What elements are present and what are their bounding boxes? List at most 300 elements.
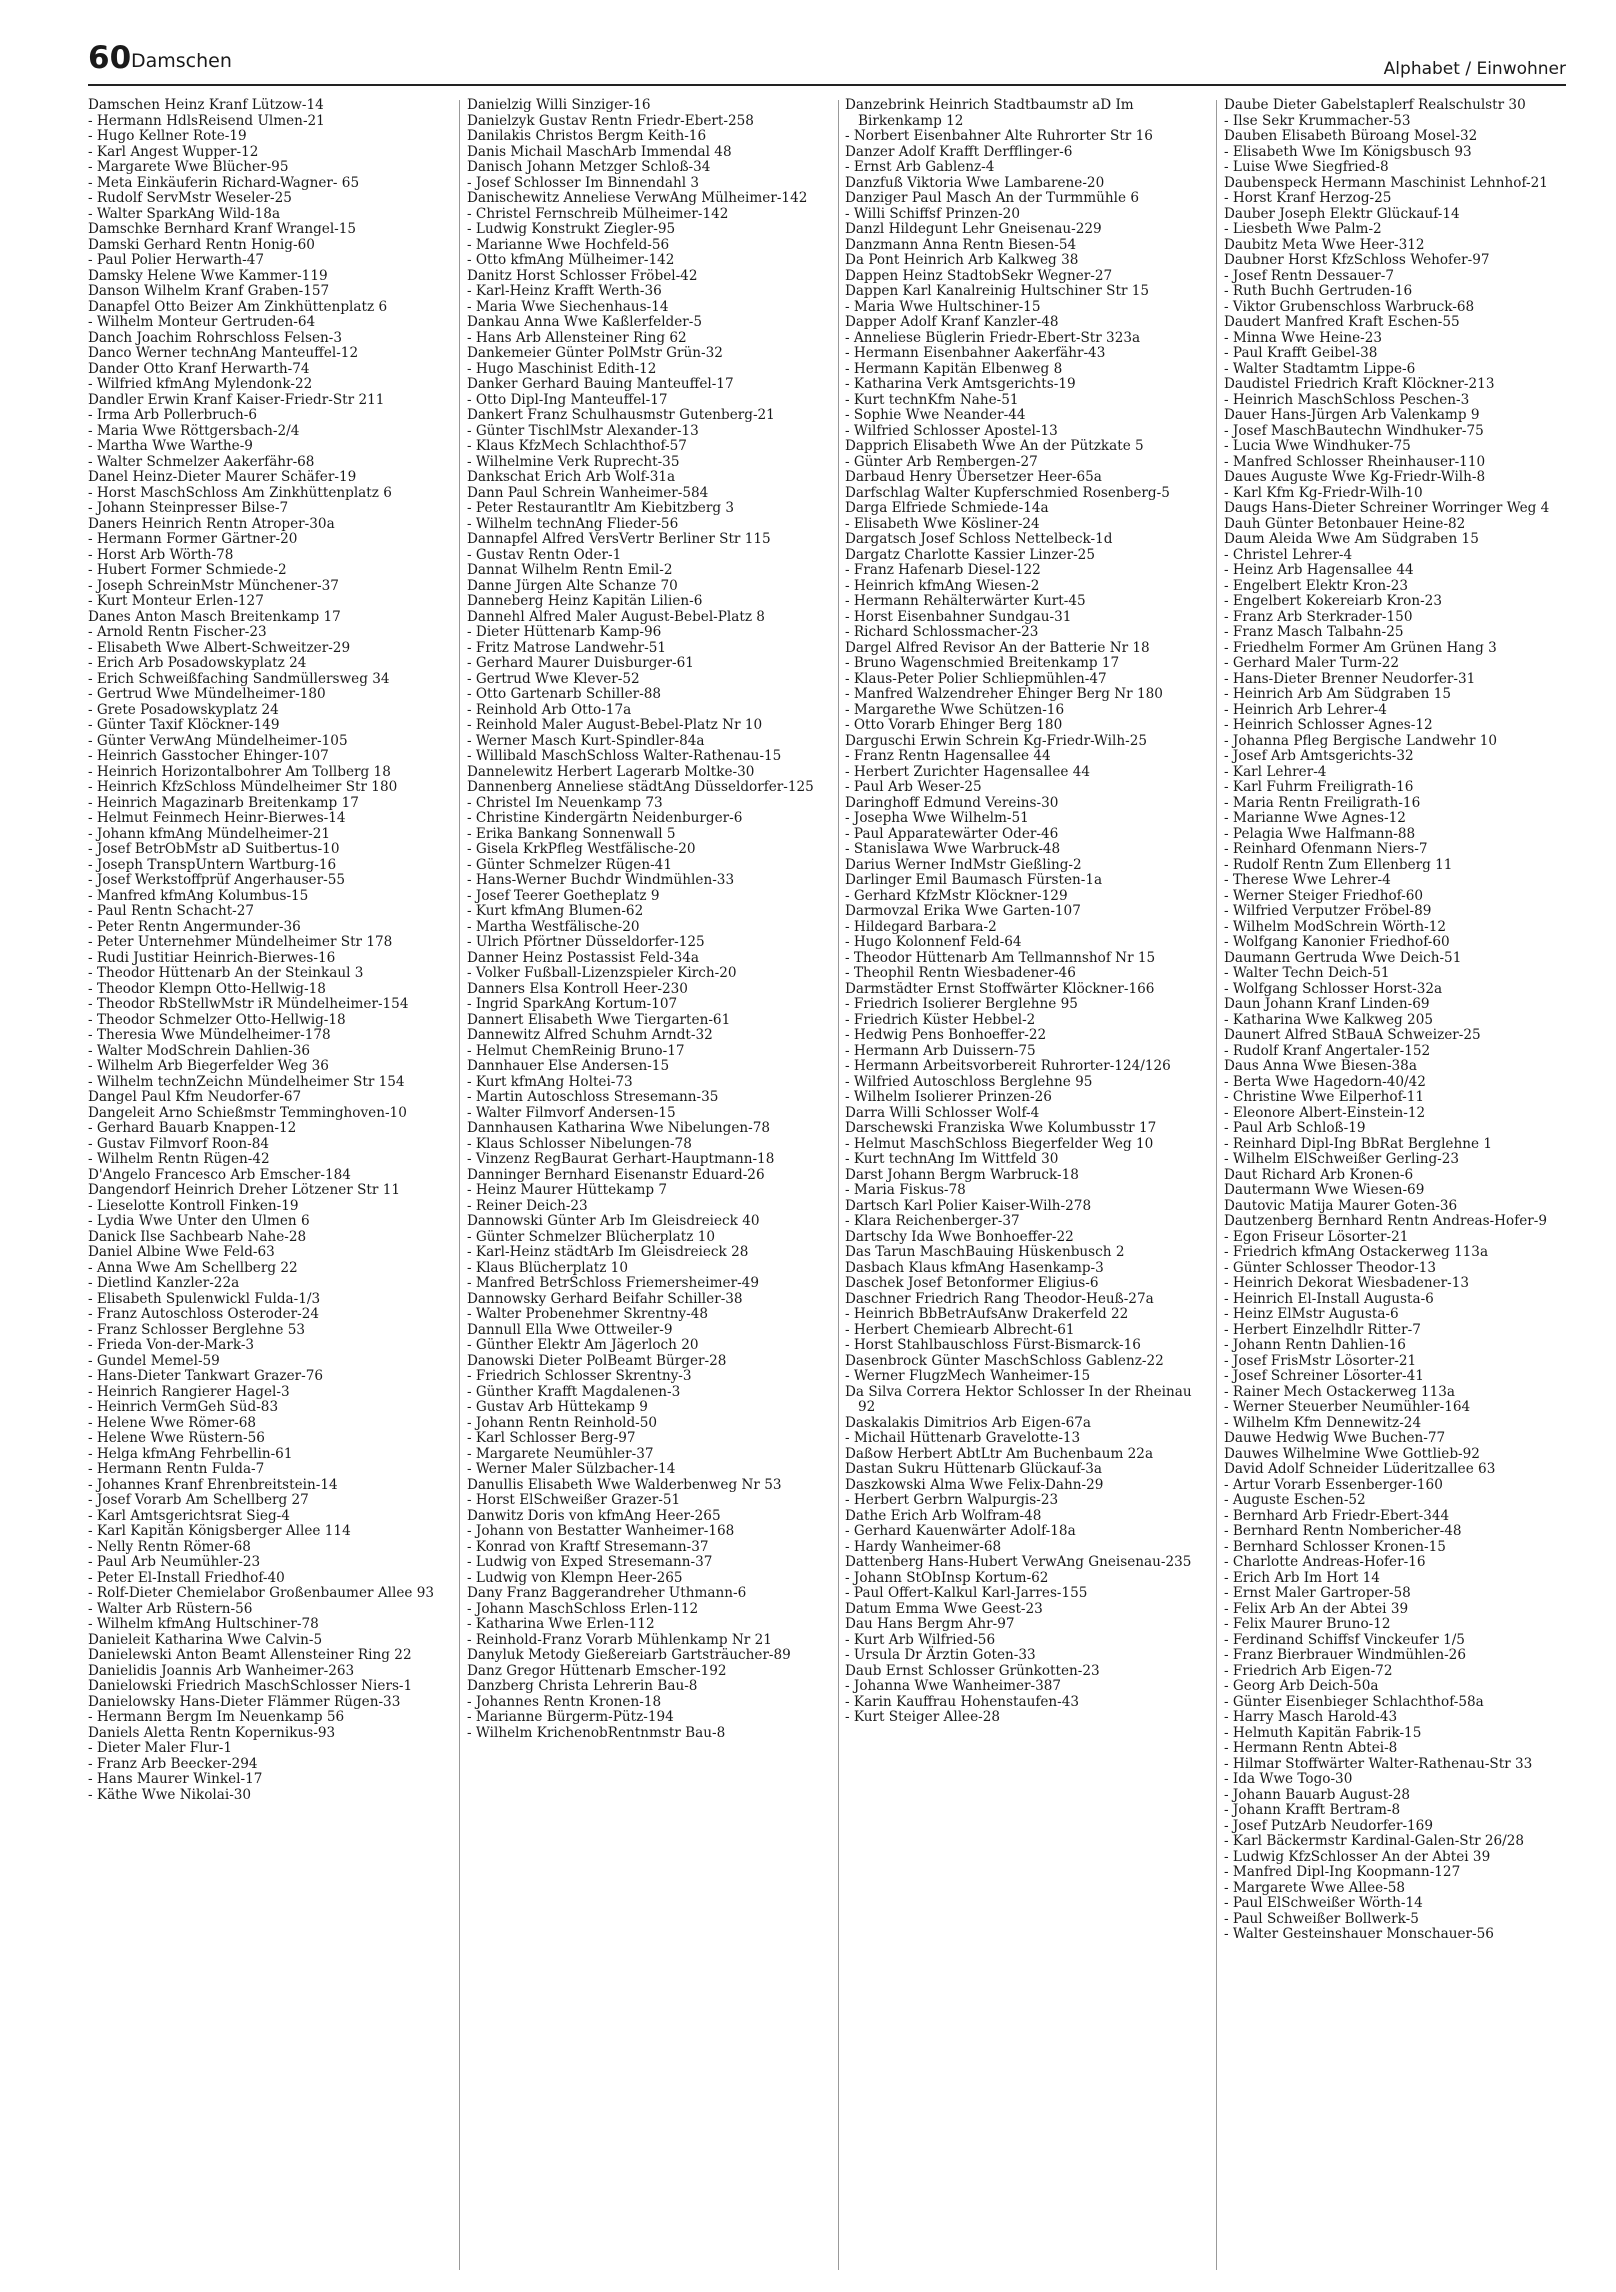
directory-entry: Darbaud Henry Übersetzer Heer-65a [845,469,1102,485]
directory-entry: - Hermann Former Gärtner-20 [88,531,298,547]
directory-entry: - Werner FlugzMech Wanheimer-15 [845,1368,1091,1384]
directory-entry: - Käthe Wwe Nikolai-30 [88,1786,252,1803]
directory-entry: - Klaus Blücherplatz 10 [467,1259,628,1276]
column-1 [88,98,450,2278]
directory-entry: - Paul Apparatewärter Oder-46 [845,825,1059,842]
directory-entry: Darga Elfriede Schmiede-14a [845,500,1049,516]
directory-entry: Dankemeier Günter PolMstr Grün-32 [467,345,723,361]
directory-entry: - Heinrich Gasstocher Ehinger-107 [88,748,329,764]
directory-entry: - Wilhelm Monteur Gertruden-64 [88,314,316,330]
directory-entry: - Hermann HdlsReisend Ulmen-21 [88,112,325,129]
directory-entry: Danco Werner technAng Manteuffel-12 [88,345,359,361]
directory-entry: - Werner Maler Sülzbacher-14 [467,1461,676,1477]
directory-entry: - Christine Wwe Eilperhof-11 [1224,1089,1425,1105]
directory-entry: - Johann Steinpresser Bilse-7 [88,500,289,516]
directory-entry: - Margarethe Wwe Schützen-16 [845,701,1065,718]
directory-entry: - Hermann Bergm Im Neuenkamp 56 [88,1709,345,1725]
directory-entry: - Hermann Eisenbahner Aakerfähr-43 [845,345,1106,361]
directory-entry: - Ruth Buchh Gertruden-16 [1224,283,1413,299]
directory-entry: - Werner Steiger Friedhof-60 [1224,887,1424,904]
directory-entry: - Theodor Hüttenarb An der Steinkaul 3 [88,965,364,981]
directory-entry: - Lydia Wwe Unter den Ulmen 6 [88,1213,310,1229]
directory-entry: Darmstädter Ernst Stoffwärter Klöckner-166 [845,980,1155,997]
directory-entry: Danes Anton Masch Breitenkamp 17 [88,608,341,625]
directory-entry: Danwitz Doris von kfmAng Heer-265 [467,1507,721,1524]
directory-entry: - Wilfried Verputzer Fröbel-89 [1224,903,1432,919]
directory-entry: - Bernhard Schlosser Kronen-15 [1224,1538,1446,1555]
directory-entry: - Joseph SchreinMstr Münchener-37 [88,577,339,594]
directory-entry: - Volker Fußball-Lizenzspieler Kirch-20 [467,965,737,981]
directory-entry: - Josef Schlosser Im Binnendahl 3 [467,174,700,191]
directory-entry: - Erich Schweißfaching Sandmüllersweg 34 [88,670,390,687]
directory-entry: - Helene Wwe Rüstern-56 [88,1430,265,1446]
directory-entry: - Liesbeth Wwe Palm-2 [1224,221,1382,237]
column-4 [1224,98,1586,2278]
directory-entry: - Günther Krafft Magdalenen-3 [467,1383,681,1400]
directory-entry: - Engelbert Kokereiarb Kron-23 [1224,593,1442,609]
directory-entry: - Paul ElSchweißer Wörth-14 [1224,1895,1423,1911]
directory-entry: - Wolfgang Kanonier Friedhof-60 [1224,934,1450,950]
directory-entry: - Gustav Rentn Oder-1 [467,546,622,563]
directory-entry: - Kurt technKfm Nahe-51 [845,391,1019,408]
directory-entry: Daub Ernst Schlosser Grünkotten-23 [845,1662,1100,1679]
directory-entry: - Kurt Arb Wilfried-56 [845,1631,996,1648]
directory-entry: - Josef BetrObMstr aD Suitbertus-10 [88,841,340,857]
directory-entry: Daubner Horst KfzSchloss Wehofer-97 [1224,252,1490,268]
directory-entry: - Theodor Schmelzer Otto-Hellwig-18 [88,1011,346,1028]
directory-entry: - Martha Wwe Warthe-9 [88,438,253,454]
directory-entry: - Lieselotte Kontroll Finken-19 [88,1197,299,1214]
directory-entry: - Meta Einkäuferin Richard-Wagner- 65 [88,174,360,191]
directory-entry: - Ilse Sekr Krummacher-53 [1224,112,1411,129]
directory-entry: - Otto Vorarb Ehinger Berg 180 [845,717,1063,733]
directory-entry: - Walter ModSchrein Dahlien-36 [88,1042,311,1059]
directory-entry: - Ursula Dr Ärztin Goten-33 [845,1647,1036,1663]
column-divider [459,100,460,2270]
directory-entry: D'Angelo Francesco Arb Emscher-184 [88,1166,351,1183]
directory-entry: - Martha Westfälische-20 [467,918,640,935]
directory-entry: - Ludwig von Klempn Heer-265 [467,1569,683,1586]
directory-entry: - Heinz Arb Hagensallee 44 [1224,562,1414,578]
directory-entry: - Stanislawa Wwe Warbruck-48 [845,841,1061,857]
directory-entry: - Kurt Monteur Erlen-127 [88,593,264,609]
directory-entry: Dannapfel Alfred VersVertr Berliner Str 115 [467,531,771,547]
directory-entry: - Horst Stahlbauschloss Fürst-Bismarck-16 [845,1337,1141,1353]
directory-entry: - Josef Teerer Goetheplatz 9 [467,887,660,904]
directory-entry: - Manfred BetrSchloss Friemersheimer-49 [467,1275,759,1291]
directory-entry: - Grete Posadowskyplatz 24 [88,701,279,718]
directory-entry: - Gerhard Bauarb Knappen-12 [88,1120,297,1136]
directory-entry: - Ludwig von Exped Stresemann-37 [467,1554,713,1570]
directory-entry: - Maria Rentn Freiligrath-16 [1224,794,1421,811]
directory-entry: - Werner Masch Kurt-Spindler-84a [467,732,705,749]
directory-entry: - Heinrich KfzSchloss Mündelheimer Str 180 [88,779,398,795]
directory-entry: - Helmut MaschSchloss Biegerfelder Weg 10 [845,1135,1154,1152]
directory-entry: Danilakis Christos Bergm Keith-16 [467,128,707,144]
directory-entry: - Hermann Rentn Abtei-8 [1224,1740,1398,1756]
directory-entry: Damski Gerhard Rentn Honig-60 [88,236,315,253]
directory-entry: - Maria Wwe Hultschiner-15 [845,298,1041,315]
directory-entry: Darlinger Emil Baumasch Fürsten-1a [845,872,1103,888]
directory-entry: - Josef Schreiner Lösorter-41 [1224,1368,1424,1384]
directory-entry: - Franz Arb Sterkrader-150 [1224,608,1413,625]
directory-entry: Dandler Erwin Kranf Kaiser-Friedr-Str 211 [88,391,385,408]
directory-entry: Dautermann Wwe Wiesen-69 [1224,1182,1425,1198]
directory-entry: Daschek Josef Betonformer Eligius-6 [845,1275,1099,1291]
directory-entry: - Marianne Bürgerm-Pütz-194 [467,1709,674,1725]
directory-entry: - Karin Kauffrau Hohenstaufen-43 [845,1693,1080,1710]
directory-entry: - Herbert Chemiearb Albrecht-61 [845,1321,1075,1338]
directory-entry: Danisch Johann Metzger Schloß-34 [467,159,711,175]
directory-entry: Danel Heinz-Dieter Maurer Schäfer-19 [88,469,357,485]
directory-entry: Dannhausen Katharina Wwe Nibelungen-78 [467,1120,771,1136]
directory-entry: - Margarete Neumühler-37 [467,1445,654,1462]
directory-entry: Dannat Wilhelm Rentn Emil-2 [467,562,673,578]
directory-entry: Danapfel Otto Beizer Am Zinkhüttenplatz 6 [88,298,388,315]
directory-entry: - Reinhold Maler August-Bebel-Platz Nr 10 [467,717,763,733]
directory-entry: - Theodor Hüttenarb Am Tellmannshof Nr 15 [845,949,1156,966]
directory-entry: - Theodor Klempn Otto-Hellwig-18 [88,980,326,997]
directory-entry: - Wilhelm KrichenobRentnmstr Bau-8 [467,1724,726,1741]
directory-entry: - Elisabeth Wwe Albert-Schweitzer-29 [88,639,351,656]
directory-entry: - Helmuth Kapitän Fabrik-15 [1224,1724,1422,1741]
directory-entry: - Ulrich Pförtner Düsseldorfer-125 [467,934,705,950]
directory-entry: - Günter Schlosser Theodor-13 [1224,1259,1436,1276]
directory-entry: Daunert Alfred StBauA Schweizer-25 [1224,1027,1481,1043]
directory-entry: - Willibald MaschSchloss Walter-Rathenau-15 [467,748,782,764]
directory-entry: - Gustav Filmvorf Roon-84 [88,1135,270,1152]
directory-entry: - Günter Schmelzer Blücherplatz 10 [467,1228,715,1245]
directory-entry: Danzmann Anna Rentn Biesen-54 [845,236,1077,253]
directory-entry: Dangendorf Heinrich Dreher Lötzener Str 11 [88,1182,400,1198]
directory-entry: - Erich Arb Posadowskyplatz 24 [88,655,307,671]
directory-entry: - Josef Rentn Dessauer-7 [1224,267,1395,284]
directory-entry: - Hans Maurer Winkel-17 [88,1771,263,1787]
directory-entry: David Adolf Schneider Lüderitzallee 63 [1224,1461,1496,1477]
directory-entry: - Joseph TranspUntern Wartburg-16 [88,856,337,873]
directory-entry: - Johann Krafft Bertram-8 [1224,1802,1401,1818]
directory-entry: - Heinrich El-Install Augusta-6 [1224,1290,1434,1307]
column-divider [1216,100,1217,2270]
directory-entry: Daues Auguste Wwe Kg-Friedr-Wilh-8 [1224,469,1486,485]
directory-entry: - Karl Angest Wupper-12 [88,143,259,160]
directory-entry: - Konrad von Kraftf Stresemann-37 [467,1538,709,1555]
column-divider [838,100,839,2270]
directory-entry: - Hans-Dieter Brenner Neudorfer-31 [1224,670,1476,687]
directory-entry: Dander Otto Kranf Herwarth-74 [88,360,310,377]
directory-entry: - Katharina Wwe Kalkweg 205 [1224,1011,1433,1028]
directory-entry: - Friedrich Küster Hebbel-2 [845,1011,1036,1028]
directory-entry: - Dieter Maler Flur-1 [88,1740,233,1756]
directory-entry: - Herbert Gerbrn Walpurgis-23 [845,1492,1059,1508]
directory-entry: Daus Anna Wwe Biesen-38a [1224,1058,1417,1074]
directory-entry: - Helene Wwe Römer-68 [88,1414,257,1431]
page-header [88,38,1566,78]
directory-entry: Darmovzal Erika Wwe Garten-107 [845,903,1081,919]
directory-entry: Daugs Hans-Dieter Schreiner Worringer Weg 4 [1224,500,1550,516]
directory-entry: Danziger Paul Masch An der Turmmühle 6 [845,190,1140,206]
directory-entry: - Karl Amtsgerichtsrat Sieg-4 [88,1507,290,1524]
directory-entry: - Gustav Arb Hüttekamp 9 [467,1399,648,1415]
directory-entry: - Peter Unternehmer Mündelheimer Str 178 [88,934,393,950]
directory-entry: - Maria Wwe Röttgersbach-2/4 [88,422,300,439]
directory-entry: - Eleonore Albert-Einstein-12 [1224,1104,1426,1121]
directory-entry: - Heinrich BbBetrAufsAnw Drakerfeld 22 [845,1306,1129,1322]
directory-entry: Datum Emma Wwe Geest-23 [845,1600,1043,1617]
directory-entry: - Christel Fernschreib Mülheimer-142 [467,205,729,222]
directory-entry: Dargel Alfred Revisor An der Batterie Nr 18 [845,639,1150,656]
directory-entry: - Franz Hafenarb Diesel-122 [845,562,1041,578]
directory-entry: - Berta Wwe Hagedorn-40/42 [1224,1073,1426,1090]
directory-entry: - Johanna Pfleg Bergische Landwehr 10 [1224,732,1498,749]
directory-entry: - Rolf-Dieter Chemielabor Großenbaumer Allee 93 [88,1585,435,1601]
directory-entry: Dattenberg Hans-Hubert VerwAng Gneisenau-235 [845,1554,1192,1570]
directory-entry: - Margarete Wwe Allee-58 [1224,1879,1406,1896]
directory-entry: - Ludwig Konstrukt Ziegler-95 [467,221,676,237]
directory-entry: Dau Hans Bergm Ahr-97 [845,1616,1015,1632]
directory-entry: - Heinz Maurer Hüttekamp 7 [467,1182,668,1198]
directory-entry: Danners Elsa Kontroll Heer-230 [467,980,688,997]
directory-entry: - Walter Techn Deich-51 [1224,965,1390,981]
directory-entry: - Ingrid SparkAng Kortum-107 [467,996,678,1012]
directory-entry: - Peter Restaurantltr Am Kiebitzberg 3 [467,500,735,516]
directory-entry: Dannelewitz Herbert Lagerarb Moltke-30 [467,763,755,780]
directory-entry: - Wilhelm ModSchrein Wörth-12 [1224,918,1446,935]
directory-entry: - Egon Friseur Lösorter-21 [1224,1228,1409,1245]
directory-entry: Dannowsky Gerhard Beifahr Schiller-38 [467,1290,743,1307]
directory-entry: Danninger Bernhard Eisenanstr Eduard-26 [467,1166,765,1183]
directory-entry: Daube Dieter Gabelstaplerf Realschulstr 30 [1224,98,1526,113]
directory-entry: - Engelbert Elektr Kron-23 [1224,577,1409,594]
directory-entry: - Marianne Wwe Hochfeld-56 [467,236,670,253]
directory-entry: - Werner Steuerber Neumühler-164 [1224,1399,1471,1415]
directory-entry: - Hermann Kapitän Elbenweg 8 [845,360,1063,377]
directory-entry: - Karl Fuhrm Freiligrath-16 [1224,779,1414,795]
directory-entry: Danzfuß Viktoria Wwe Lambarene-20 [845,174,1105,191]
directory-entry: - Viktor Grubenschloss Warbruck-68 [1224,298,1475,315]
directory-entry: - Friedrich Isolierer Berglehne 95 [845,996,1078,1012]
directory-entry: - Manfred Walzendreher Ehinger Berg Nr 180 [845,686,1163,702]
directory-entry: - Heinrich Magazinarb Breitenkamp 17 [88,794,359,811]
directory-entry: - Josef FrisMstr Lösorter-21 [1224,1352,1417,1369]
directory-entry: - Rudolf Kranf Angertaler-152 [1224,1042,1431,1059]
directory-entry: - Hans-Werner Buchdr Windmühlen-33 [467,872,735,888]
directory-entry: - Paul Arb Neumühler-23 [88,1554,261,1570]
directory-entry: - Walter Probenehmer Skrentny-48 [467,1306,709,1322]
directory-entry: - Otto Dipl-Ing Manteuffel-17 [467,391,668,408]
directory-entry: - Erika Bankang Sonnenwall 5 [467,825,676,842]
directory-entry: - Hilmar Stoffwärter Walter-Rathenau-Str 33 [1224,1755,1533,1772]
directory-entry: - Hans Arb Allensteiner Ring 62 [467,329,687,346]
directory-entry: - Heinrich kfmAng Wiesen-2 [845,577,1040,594]
section-title: Alphabet / Einwohner [1383,59,1566,79]
directory-entry: Danielowski Friedrich MaschSchlosser Niers-1 [88,1678,413,1694]
directory-entry: - Hermann Rentn Fulda-7 [88,1461,265,1477]
directory-entry: - Kurt kfmAng Holtei-73 [467,1073,633,1090]
directory-entry: Dastan Sukru Hüttenarb Glückauf-3a [845,1461,1103,1477]
directory-entry: - Willi Schiffsf Prinzen-20 [845,205,1020,222]
directory-entry: - Fritz Matrose Landwehr-51 [467,639,667,656]
directory-entry: Dauh Günter Betonbauer Heine-82 [1224,515,1466,532]
directory-entry: Dappen Karl Kanalreinig Hultschiner Str 15 [845,283,1150,299]
directory-entry: Danielewski Anton Beamt Allensteiner Ring 22 [88,1647,412,1663]
directory-entry: - Walter Arb Rüstern-56 [88,1600,253,1617]
directory-entry: - Josef Vorarb Am Schellberg 27 [88,1492,309,1508]
directory-entry: Dangel Paul Kfm Neudorfer-67 [88,1089,302,1105]
directory-entry: - Peter Rentn Angermunder-36 [88,918,301,935]
directory-entry: - Helmut ChemReinig Bruno-17 [467,1042,685,1059]
directory-entry: Dargatz Charlotte Kassier Linzer-25 [845,546,1095,563]
directory-entry: Dannehl Alfred Maler August-Bebel-Platz 8 [467,608,765,625]
directory-entry: - Günther Elektr Am Jägerloch 20 [467,1337,699,1353]
directory-entry: - Günter VerwAng Mündelheimer-105 [88,732,348,749]
directory-entry: Danischewitz Anneliese VerwAng Mülheimer-142 [467,190,808,206]
directory-entry: - Walter Schmelzer Aakerfähr-68 [88,453,315,470]
directory-entry: Dathe Erich Arb Wolfram-48 [845,1507,1042,1524]
directory-entry: - Friedrich Arb Eigen-72 [1224,1662,1393,1679]
directory-entry: - Walter SparkAng Wild-18a [88,205,281,222]
directory-entry: Danielowsky Hans-Dieter Flämmer Rügen-33 [88,1693,401,1710]
directory-entry: Daringhoff Edmund Vereins-30 [845,794,1059,811]
directory-entry: - Günter Schmelzer Rügen-41 [467,856,672,873]
directory-entry: - Reinhold-Franz Vorarb Mühlenkamp Nr 21 [467,1631,772,1648]
directory-entry: Danne Jürgen Alte Schanze 70 [467,577,678,594]
directory-entry: - Friedrich kfmAng Ostackerweg 113a [1224,1244,1489,1260]
directory-entry: - Josef MaschBautechn Windhuker-75 [1224,422,1484,439]
directory-entry: - Johann Bauarb August-28 [1224,1786,1411,1803]
directory-entry: - Gertrud Wwe Klever-52 [467,670,640,687]
directory-entry: - Otto kfmAng Mülheimer-142 [467,252,675,268]
directory-entry: - Reiner Deich-23 [467,1197,588,1214]
directory-entry: Das Tarun MaschBauing Hüskenbusch 2 [845,1244,1125,1260]
directory-entry: - Peter El-Install Friedhof-40 [88,1569,285,1586]
directory-entry: - Gerhard Maler Turm-22 [1224,655,1400,671]
directory-entry: - Klaus KfzMech Schlachthof-57 [467,438,687,454]
directory-entry: - Wolfgang Schlosser Horst-32a [1224,980,1443,997]
directory-entry: - Klaus-Peter Polier Schliepmühlen-47 [845,670,1107,687]
directory-entry: - Franz Arb Beecker-294 [88,1755,258,1772]
directory-entry: - Otto Gartenarb Schiller-88 [467,686,661,702]
header-rule [88,84,1566,86]
directory-entry: - Hans-Dieter Tankwart Grazer-76 [88,1368,324,1384]
directory-entry: - Maria Fiskus-78 [845,1182,966,1198]
directory-entry: - Hildegard Barbara-2 [845,918,997,935]
directory-entry: Danz Gregor Hüttenarb Emscher-192 [467,1662,727,1679]
directory-entry: - Heinrich Horizontalbohrer Am Tollberg 18 [88,763,391,780]
directory-entry: - Bernhard Arb Friedr-Ebert-344 [1224,1507,1450,1524]
directory-entry: Dannert Elisabeth Wwe Tiergarten-61 [467,1011,731,1028]
directory-entry: - Dieter Hüttenarb Kamp-96 [467,624,662,640]
directory-entry: - Herbert Zurichter Hagensallee 44 [845,763,1091,780]
directory-entry: - Manfred Dipl-Ing Koopmann-127 [1224,1864,1461,1880]
directory-entry: Damschen Heinz Kranf Lützow-14 [88,98,324,113]
directory-entry: Dasenbrock Günter MaschSchloss Gablenz-22 [845,1352,1164,1369]
directory-entry: - Heinz ElMstr Augusta-6 [1224,1306,1399,1322]
directory-entry: Danielzyk Gustav Rentn Friedr-Ebert-258 [467,112,754,129]
directory-entry: Danzl Hildegunt Lehr Gneisenau-229 [845,221,1102,237]
directory-entry: - Bernhard Rentn Nombericher-48 [1224,1523,1462,1539]
directory-entry: Darguschi Erwin Schrein Kg-Friedr-Wilh-25 [845,732,1147,749]
directory-entry: - Gisela KrkPfleg Westfälische-20 [467,841,696,857]
directory-entry: - Paul Arb Weser-25 [845,779,982,795]
directory-entry: - Karl Kapitän Königsberger Allee 114 [88,1523,351,1539]
directory-entry: - Wilhelm Arb Biegerfelder Weg 36 [88,1058,329,1074]
directory-entry: - Heinrich Rangierer Hagel-3 [88,1383,290,1400]
directory-entry: Dannenberg Anneliese städtAng Düsseldorfer-125 [467,779,814,795]
directory-entry: Darra Willi Schlosser Wolf-4 [845,1104,1040,1121]
directory-entry: - Hugo Maschinist Edith-12 [467,360,657,377]
directory-entry: Dautzenberg Bernhard Rentn Andreas-Hofer-9 [1224,1213,1548,1229]
directory-entry: - Gerhard Kauenwärter Adolf-18a [845,1523,1076,1539]
directory-entry: - Auguste Eschen-52 [1224,1492,1366,1508]
directory-entry: - Norbert Eisenbahner Alte Ruhrorter Str 16 [845,128,1153,144]
directory-entry: - Lucia Wwe Windhuker-75 [1224,438,1411,454]
directory-entry: - Franz Schlosser Berglehne 53 [88,1321,306,1338]
directory-entry: - Karl Schlosser Berg-97 [467,1430,636,1446]
directory-entry: - Christel Im Neuenkamp 73 [467,794,663,811]
directory-entry: - Rudi Justitiar Heinrich-Bierwes-16 [88,949,336,966]
directory-entry: Daskalakis Dimitrios Arb Eigen-67a [845,1414,1092,1431]
directory-entry: - Kurt Steiger Allee-28 [845,1709,1001,1725]
directory-entry: Danielidis Joannis Arb Wanheimer-263 [88,1662,355,1679]
directory-entry: Darst Johann Bergm Warbruck-18 [845,1166,1079,1183]
directory-entry: - Minna Wwe Heine-23 [1224,329,1383,346]
directory-entry: - Rudolf ServMstr Weseler-25 [88,190,292,206]
directory-entry: Daniels Aletta Rentn Kopernikus-93 [88,1724,336,1741]
directory-entry: - Vinzenz RegBaurat Gerhart-Hauptmann-18 [467,1151,775,1167]
directory-entry: - Luise Wwe Siegfried-8 [1224,159,1389,175]
directory-entry: Danch Joachim Rohrschloss Felsen-3 [88,329,343,346]
directory-entry: Dargatsch Josef Schloss Nettelbeck-1d [845,531,1113,547]
directory-entry: - Maria Wwe Siechenhaus-14 [467,298,669,315]
directory-entry: - Wilhelmine Verk Ruprecht-35 [467,453,680,470]
directory-entry: - Klaus Schlosser Nibelungen-78 [467,1135,692,1152]
directory-entry: Daudistel Friedrich Kraft Klöckner-213 [1224,376,1495,392]
directory-entry: - Reinhard Ofenmann Niers-7 [1224,841,1428,857]
directory-entry: Daßow Herbert AbtLtr Am Buchenbaum 22a [845,1445,1154,1462]
directory-entry: - Horst Arb Wörth-78 [88,546,234,563]
directory-entry: - Harry Masch Harold-43 [1224,1709,1398,1725]
directory-entry: Danzebrink Heinrich Stadtbaumstr aD Im Birkenkamp 12 [845,98,1134,129]
directory-entry: - Nelly Rentn Römer-68 [88,1538,251,1555]
directory-entry: Dapper Adolf Kranf Kanzler-48 [845,314,1059,330]
directory-entry: - Heinrich Arb Am Südgraben 15 [1224,686,1452,702]
directory-entry: - Hermann Arb Duissern-75 [845,1042,1036,1059]
directory-entry: - Erich Arb Im Hort 14 [1224,1569,1380,1586]
directory-entry: - Paul Krafft Geibel-38 [1224,345,1378,361]
directory-entry: Dannewitz Alfred Schuhm Arndt-32 [467,1027,713,1043]
directory-entry: - Karl Bäckermstr Kardinal-Galen-Str 26/28 [1224,1833,1525,1849]
directory-entry: - Friedhelm Former Am Grünen Hang 3 [1224,639,1497,656]
directory-entry: Danitz Horst Schlosser Fröbel-42 [467,267,698,284]
directory-entry: - Felix Arb An der Abtei 39 [1224,1600,1409,1617]
directory-entry: Dankert Franz Schulhausmstr Gutenberg-21 [467,407,775,423]
directory-entry: - Walter Stadtamtm Lippe-6 [1224,360,1416,377]
directory-entry: - Günter Taxif Klöckner-149 [88,717,280,733]
directory-entry: - Günter Eisenbieger Schlachthof-58a [1224,1693,1484,1710]
directory-entry: - Heinrich Schlosser Agnes-12 [1224,717,1433,733]
directory-entry: Dangeleit Arno Schießmstr Temminghoven-10 [88,1104,407,1121]
directory-entry: Dannhauer Else Andersen-15 [467,1058,670,1074]
directory-entry: Da Silva Correra Hektor Schlosser In der Rheinau 92 [845,1383,1192,1415]
directory-entry: - Rudolf Rentn Zum Ellenberg 11 [1224,856,1453,873]
directory-entry: - Ernst Maler Gartroper-58 [1224,1585,1411,1601]
directory-entry: - Horst Eisenbahner Sundgau-31 [845,608,1072,625]
directory-entry: Danis Michail MaschArb Immendal 48 [467,143,732,160]
directory-entry: - Josepha Wwe Wilhelm-51 [845,810,1029,826]
directory-entry: - Wilhelm ElSchweißer Gerling-23 [1224,1151,1460,1167]
directory-entry: - Wilhelm kfmAng Hultschiner-78 [88,1616,319,1632]
